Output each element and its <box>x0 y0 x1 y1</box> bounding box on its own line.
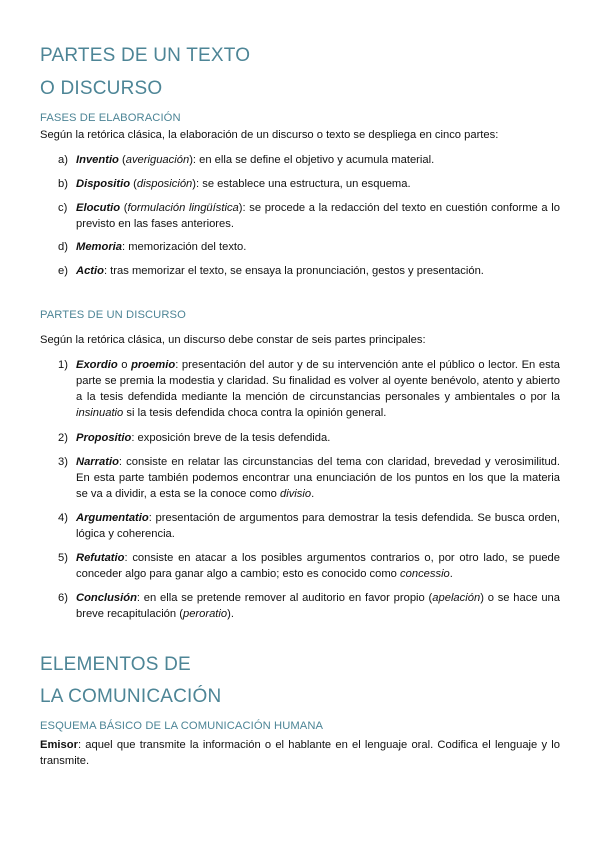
list-marker: d) <box>58 241 68 253</box>
phase-text <box>76 152 560 168</box>
part-term <box>76 552 124 564</box>
phase-item <box>40 152 560 168</box>
phase-term-text: Actio <box>76 265 104 277</box>
phase-desc: : tras memorizar el texto, se ensaya la pronunciación, gestos y presentación. <box>103 265 484 277</box>
phase-text <box>76 200 560 232</box>
phase-desc: ): se establece una estructura, un esquema. <box>192 178 411 190</box>
phase-text <box>76 176 560 192</box>
part-desc: : exposición breve de la tesis defendida. <box>131 432 331 444</box>
phase-item <box>40 200 560 232</box>
phase-term <box>76 178 130 190</box>
part-desc: : presentación del autor y de su intervención ante el público o lector. En esta parte se premia la modestia y claridad. Su finalidad es volver al oyente benévolo, atento y abierto a la tesis defendida mediante la mención de circunstancias personales y ambientales o por la <box>76 359 560 403</box>
part-term-text: Conclusión <box>76 592 137 604</box>
phase-alt: averiguación <box>125 154 190 166</box>
list-marker: 6) <box>58 592 68 604</box>
part-term-text: Narratio <box>76 456 119 468</box>
phase-term-text: Elocutio <box>76 202 121 214</box>
part-term-text: Propositio <box>76 432 132 444</box>
part-term <box>76 359 118 371</box>
phase-term <box>76 202 120 214</box>
phase-desc: ): en ella se define el objetivo y acumula material. <box>189 154 435 166</box>
part-desc: : presentación de argumentos para demostrar la tesis defendida. Se busca orden, lógica y coherencia. <box>76 512 560 540</box>
list-marker: 5) <box>58 552 68 564</box>
part-connector: o <box>117 359 132 371</box>
part-latin-term: peroratio <box>182 608 228 620</box>
part-item <box>40 590 560 622</box>
phase-alt: disposición <box>136 178 193 190</box>
part-latin-term: concessio <box>400 568 450 580</box>
phase-term-text: Memoria <box>76 241 123 253</box>
emisor-text: : aquel que transmite la información o el hablante en el lenguaje oral. Codifica el lenguaje y lo transmite. <box>40 739 560 767</box>
phase-desc: : memorización del texto. <box>122 241 247 253</box>
part-item <box>40 550 560 582</box>
section-title-line-2: LA COMUNICACIÓN <box>40 686 222 707</box>
part-desc: . <box>449 568 453 580</box>
part-term <box>76 592 137 604</box>
part-text <box>76 590 560 622</box>
subheading-esquema: ESQUEMA BÁSICO DE LA COMUNICACIÓN HUMANA <box>40 720 324 732</box>
phase-item <box>40 263 560 279</box>
list-marker: e) <box>58 265 68 277</box>
part-desc: ) o se hace una breve recapitulación ( <box>76 592 561 620</box>
part-text <box>76 430 560 446</box>
part-latin-term: divisio <box>279 488 312 500</box>
part-latin-term: insinuatio <box>76 407 124 419</box>
part-term-text: Refutatio <box>76 552 125 564</box>
phase-text <box>76 239 560 255</box>
part-term <box>76 512 149 524</box>
part-latin-term: apelación <box>432 592 481 604</box>
list-marker: 3) <box>58 456 68 468</box>
part-desc: : en ella se pretende remover al auditorio en favor propio ( <box>136 592 433 604</box>
section-title-line-1: PARTES DE UN TEXTO <box>40 45 251 66</box>
part-text <box>76 510 560 542</box>
part-text <box>76 550 560 582</box>
part-term-text: Argumentatio <box>76 512 149 524</box>
phase-term <box>76 154 119 166</box>
part-term-text: proemio <box>131 359 176 371</box>
phase-item <box>40 176 560 192</box>
list-marker: b) <box>58 178 68 190</box>
part-term-text: Exordio <box>76 359 118 371</box>
subheading-partes: PARTES DE UN DISCURSO <box>40 309 186 321</box>
phase-term-text: Inventio <box>76 154 119 166</box>
emisor-term: Emisor <box>40 739 78 751</box>
part-desc: . <box>311 488 315 500</box>
phase-paren: ( <box>118 154 126 166</box>
part-text <box>76 357 560 421</box>
phase-paren: ( <box>120 202 128 214</box>
intro-fases: Según la retórica clásica, la elaboración de un discurso o texto se despliega en cinco partes: <box>40 129 499 141</box>
list-marker: 4) <box>58 512 68 524</box>
phase-paren: ( <box>130 178 137 190</box>
subheading-fases: FASES DE ELABORACIÓN <box>40 112 181 124</box>
phase-item <box>40 239 560 255</box>
phase-alt: formulación lingüística <box>127 202 239 214</box>
part-term <box>76 456 119 468</box>
phase-term-text: Dispositio <box>76 178 131 190</box>
part-desc: ). <box>227 608 234 620</box>
part-term <box>76 432 131 444</box>
part-desc: : consiste en atacar a los posibles argumentos contrarios o, por otro lado, se puede conceder algo para ganar algo a cambio; esto es conocido como <box>76 552 560 580</box>
list-marker: c) <box>58 202 68 214</box>
phase-term <box>76 241 122 253</box>
list-marker: 2) <box>58 432 68 444</box>
part-item <box>40 430 560 446</box>
part-item <box>40 357 560 421</box>
part-item <box>40 454 560 502</box>
intro-partes: Según la retórica clásica, un discurso debe constar de seis partes principales: <box>40 334 426 346</box>
list-marker: a) <box>58 154 68 166</box>
part-term <box>131 359 175 371</box>
emisor-paragraph <box>40 737 560 769</box>
phase-term <box>76 265 104 277</box>
phase-text <box>76 263 560 279</box>
part-desc: : consiste en relatar las circunstancias del tema con claridad, brevedad y verosimilitud. En esta parte también podemos encontrar una enunciación de los puntos en los que la materia se va a dividir, a esta se la conoce como <box>76 456 560 500</box>
section-title-line-2: O DISCURSO <box>40 78 163 99</box>
phase-desc: ): se procede a la redacción del texto en cuestión conforme a lo previsto en las fases anteriores. <box>76 202 560 230</box>
part-text <box>76 454 560 502</box>
part-desc: si la tesis defendida choca contra la opinión general. <box>123 407 387 419</box>
part-item <box>40 510 560 542</box>
section-title-line-1: ELEMENTOS DE <box>40 654 191 675</box>
list-marker: 1) <box>58 359 68 371</box>
